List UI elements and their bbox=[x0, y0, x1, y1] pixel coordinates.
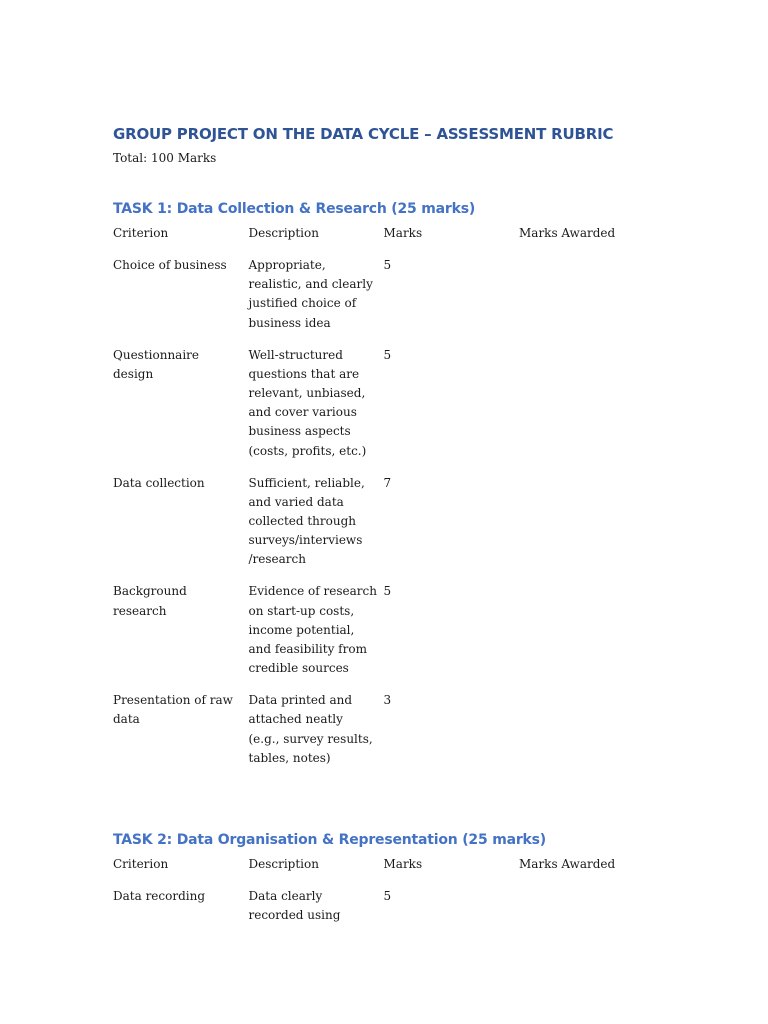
description-cell: Well-structured questions that are relevant, unbiased, and cover various business aspects (costs, profits, etc.) bbox=[248, 347, 367, 458]
table-row bbox=[113, 256, 653, 333]
criterion-cell: Choice of business bbox=[113, 258, 227, 272]
marks-cell: 5 bbox=[383, 889, 392, 903]
description-cell: Appropriate, realistic, and clearly justified choice of business idea bbox=[248, 258, 373, 330]
description-cell: Data clearly recorded using bbox=[248, 889, 341, 923]
criterion-cell: Questionnaire design bbox=[113, 347, 199, 381]
criterion-cell: Presentation of raw data bbox=[113, 693, 233, 727]
criterion-cell: Data collection bbox=[113, 475, 205, 490]
description-cell: Data printed and attached neatly (e.g., survey results, tables, notes) bbox=[248, 693, 373, 765]
table-row bbox=[113, 346, 653, 461]
description-column-header: Description bbox=[248, 226, 319, 240]
table-row bbox=[113, 582, 653, 678]
task2-rubric-table bbox=[113, 855, 653, 938]
marks-awarded-cell bbox=[519, 256, 653, 333]
marks-awarded-cell bbox=[519, 582, 653, 678]
table-row bbox=[113, 887, 653, 925]
marks-awarded-cell bbox=[519, 887, 653, 925]
marks-awarded-column-header: Marks Awarded bbox=[519, 857, 616, 871]
criterion-column-header: Criterion bbox=[113, 857, 169, 871]
marks-awarded-cell bbox=[519, 691, 653, 768]
task1-rubric-table bbox=[113, 224, 653, 781]
table-header-row bbox=[113, 855, 653, 874]
criterion-cell: Background research bbox=[113, 584, 187, 618]
marks-cell: 3 bbox=[383, 693, 392, 708]
marks-awarded-cell bbox=[519, 346, 653, 461]
marks-awarded-cell bbox=[519, 474, 653, 570]
marks-cell: 7 bbox=[383, 475, 392, 490]
document-total: Total: 100 Marks bbox=[113, 151, 217, 165]
criterion-cell: Data recording bbox=[113, 889, 206, 903]
marks-awarded-column-header: Marks Awarded bbox=[519, 226, 616, 240]
marks-column-header: Marks bbox=[383, 226, 423, 240]
document-title: GROUP PROJECT ON THE DATA CYCLE – ASSESSMENT RUBRIC bbox=[113, 125, 614, 143]
task1-heading: TASK 1: Data Collection & Research (25 marks) bbox=[113, 201, 476, 217]
table-row bbox=[113, 691, 653, 768]
table-row bbox=[113, 474, 653, 570]
criterion-column-header: Criterion bbox=[113, 226, 169, 240]
description-cell: Evidence of research on start-up costs, income potential, and feasibility from credible sources bbox=[248, 584, 377, 676]
description-cell: Sufficient, reliable, and varied data collected through surveys/interviews /research bbox=[248, 475, 365, 567]
marks-cell: 5 bbox=[383, 584, 392, 599]
task2-heading: TASK 2: Data Organisation & Representation (25 marks) bbox=[113, 832, 546, 848]
marks-cell: 5 bbox=[383, 347, 392, 362]
table-header-row bbox=[113, 224, 653, 243]
description-column-header: Description bbox=[248, 857, 319, 871]
marks-cell: 5 bbox=[383, 258, 392, 272]
marks-column-header: Marks bbox=[383, 857, 423, 871]
